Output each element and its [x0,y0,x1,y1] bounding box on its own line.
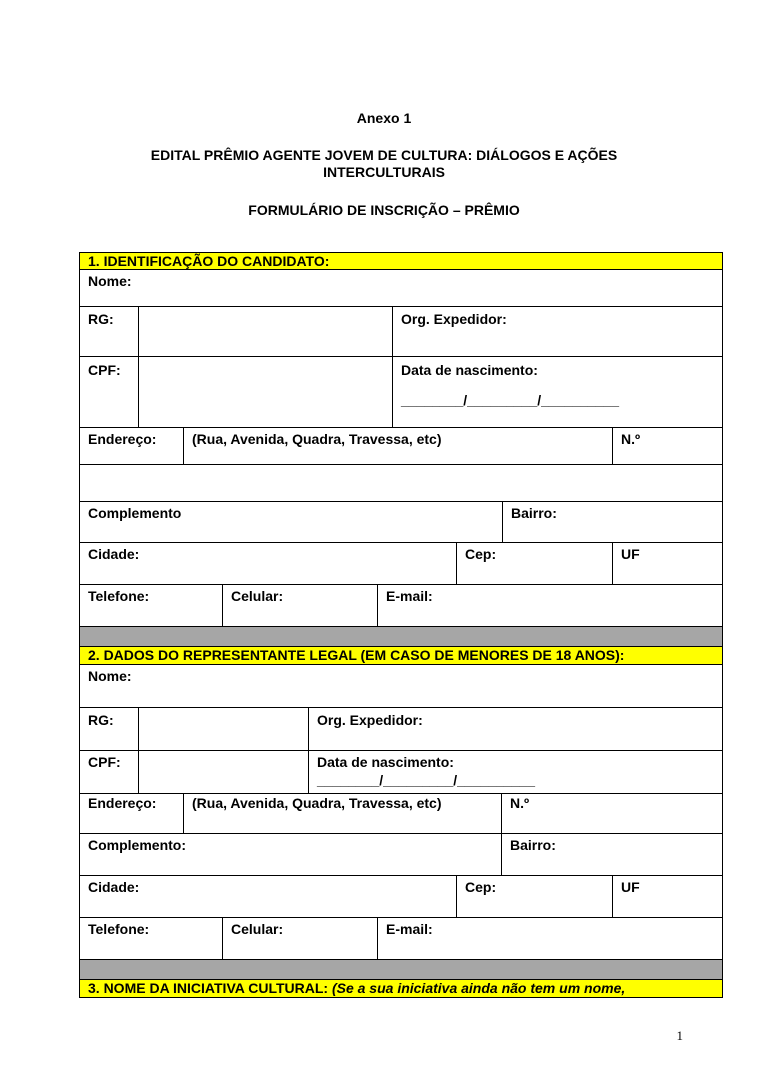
s2-cep-label: Cep: [465,879,497,895]
s1-cpf-label: CPF: [88,362,121,378]
s1-telefone-row [79,584,723,626]
s2-telefone-row [79,917,723,959]
s1-complemento-row [79,501,723,542]
s1-celular-label: Celular: [231,588,284,604]
s1-numero-cell[interactable] [612,428,722,464]
s1-cidade-row [79,542,723,584]
section3-heading [88,980,625,997]
s1-email-cell[interactable] [377,585,722,626]
s1-numero-label: N.º [621,431,641,447]
s1-email-label: E-mail: [386,588,433,604]
form-title: FORMULÁRIO DE INSCRIÇÃO – PRÊMIO [248,202,520,218]
s1-celular-cell[interactable] [222,585,377,626]
s1-birth-cell[interactable] [392,357,722,427]
s2-cpf-label: CPF: [88,754,121,770]
s2-endereco-field[interactable] [183,794,501,833]
s1-complemento-label: Complemento [88,505,182,521]
s2-endereco-label: Endereço: [88,795,157,811]
s1-telefone-label: Telefone: [88,588,150,604]
section1-title: 1. IDENTIFICAÇÃO DO CANDIDATO: [88,253,330,269]
s2-email-label: E-mail: [386,921,433,937]
s2-cep-cell[interactable] [456,876,612,917]
section1-header [79,252,723,269]
s1-rg-label: RG: [88,311,114,327]
section2-title: 2. DADOS DO REPRESENTANTE LEGAL (EM CASO DE MENORES DE 18 ANOS): [88,647,625,663]
s1-cidade-label: Cidade: [88,546,140,562]
s2-cidade-label: Cidade: [88,879,140,895]
section-divider-1 [79,626,723,646]
s1-nome-row[interactable] [79,269,723,306]
s1-cep-label: Cep: [465,546,497,562]
page-number: 1 [676,1028,683,1043]
s1-cpf-field[interactable] [138,357,392,427]
s1-cep-cell[interactable] [456,543,612,584]
section3-title: 3. NOME DA INICIATIVA CULTURAL: [88,980,329,996]
s2-uf-label: UF [621,879,640,895]
s2-birth-cell[interactable] [308,751,722,793]
section3-hint: (Se a sua iniciativa ainda não tem um nome, [331,980,626,996]
s2-email-cell[interactable] [377,918,722,959]
s2-nome-row[interactable] [79,664,723,707]
s2-rg-label: RG: [88,712,114,728]
s2-celular-cell[interactable] [222,918,377,959]
s1-birth-blank: ________/_________/__________ [401,392,620,408]
s2-endereco-row [79,793,723,833]
s1-endereco-hint: (Rua, Avenida, Quadra, Travessa, etc) [192,431,442,447]
s2-complemento-row [79,833,723,875]
s1-uf-label: UF [621,546,640,562]
s1-uf-cell[interactable] [612,543,722,584]
s2-numero-cell[interactable] [501,794,722,833]
annex-label: Anexo 1 [356,110,412,126]
s2-endereco-hint: (Rua, Avenida, Quadra, Travessa, etc) [192,795,442,811]
s1-rg-row [79,306,723,356]
s2-cpf-row [79,750,723,793]
s1-bairro-label: Bairro: [511,505,557,521]
s2-telefone-label: Telefone: [88,921,150,937]
s2-rg-row [79,707,723,750]
s1-bairro-cell[interactable] [502,502,722,542]
s2-cpf-field[interactable] [138,751,308,793]
edital-title-line2: INTERCULTURAIS [323,164,445,180]
s2-celular-label: Celular: [231,921,284,937]
edital-title-line1: EDITAL PRÊMIO AGENTE JOVEM DE CULTURA: DIÁLOGOS E AÇÕES [150,147,618,163]
s2-rg-field[interactable] [138,708,308,750]
s1-rg-field[interactable] [138,307,392,356]
s1-nome-label: Nome: [88,273,132,289]
s1-org-cell[interactable] [392,307,722,356]
s2-birth-label: Data de nascimento: [317,754,454,770]
s2-complemento-label: Complemento: [88,837,186,853]
s1-endereco-label: Endereço: [88,431,157,447]
s2-nome-label: Nome: [88,668,132,684]
s2-birth-blank: ________/_________/__________ [317,772,536,788]
s1-endereco-row [79,427,723,464]
s1-endereco-extra-row[interactable] [79,464,723,501]
s2-numero-label: N.º [510,795,530,811]
section-divider-2 [79,959,723,979]
s2-org-cell[interactable] [308,708,722,750]
s1-birth-label: Data de nascimento: [401,362,538,378]
s2-uf-cell[interactable] [612,876,722,917]
s2-org-label: Org. Expedidor: [317,712,423,728]
s1-cpf-row [79,356,723,427]
s1-endereco-field[interactable] [183,428,612,464]
section3-header [79,979,723,998]
s2-cidade-row [79,875,723,917]
s2-bairro-cell[interactable] [501,834,722,875]
section2-header [79,646,723,664]
s2-bairro-label: Bairro: [510,837,556,853]
s1-org-label: Org. Expedidor: [401,311,507,327]
